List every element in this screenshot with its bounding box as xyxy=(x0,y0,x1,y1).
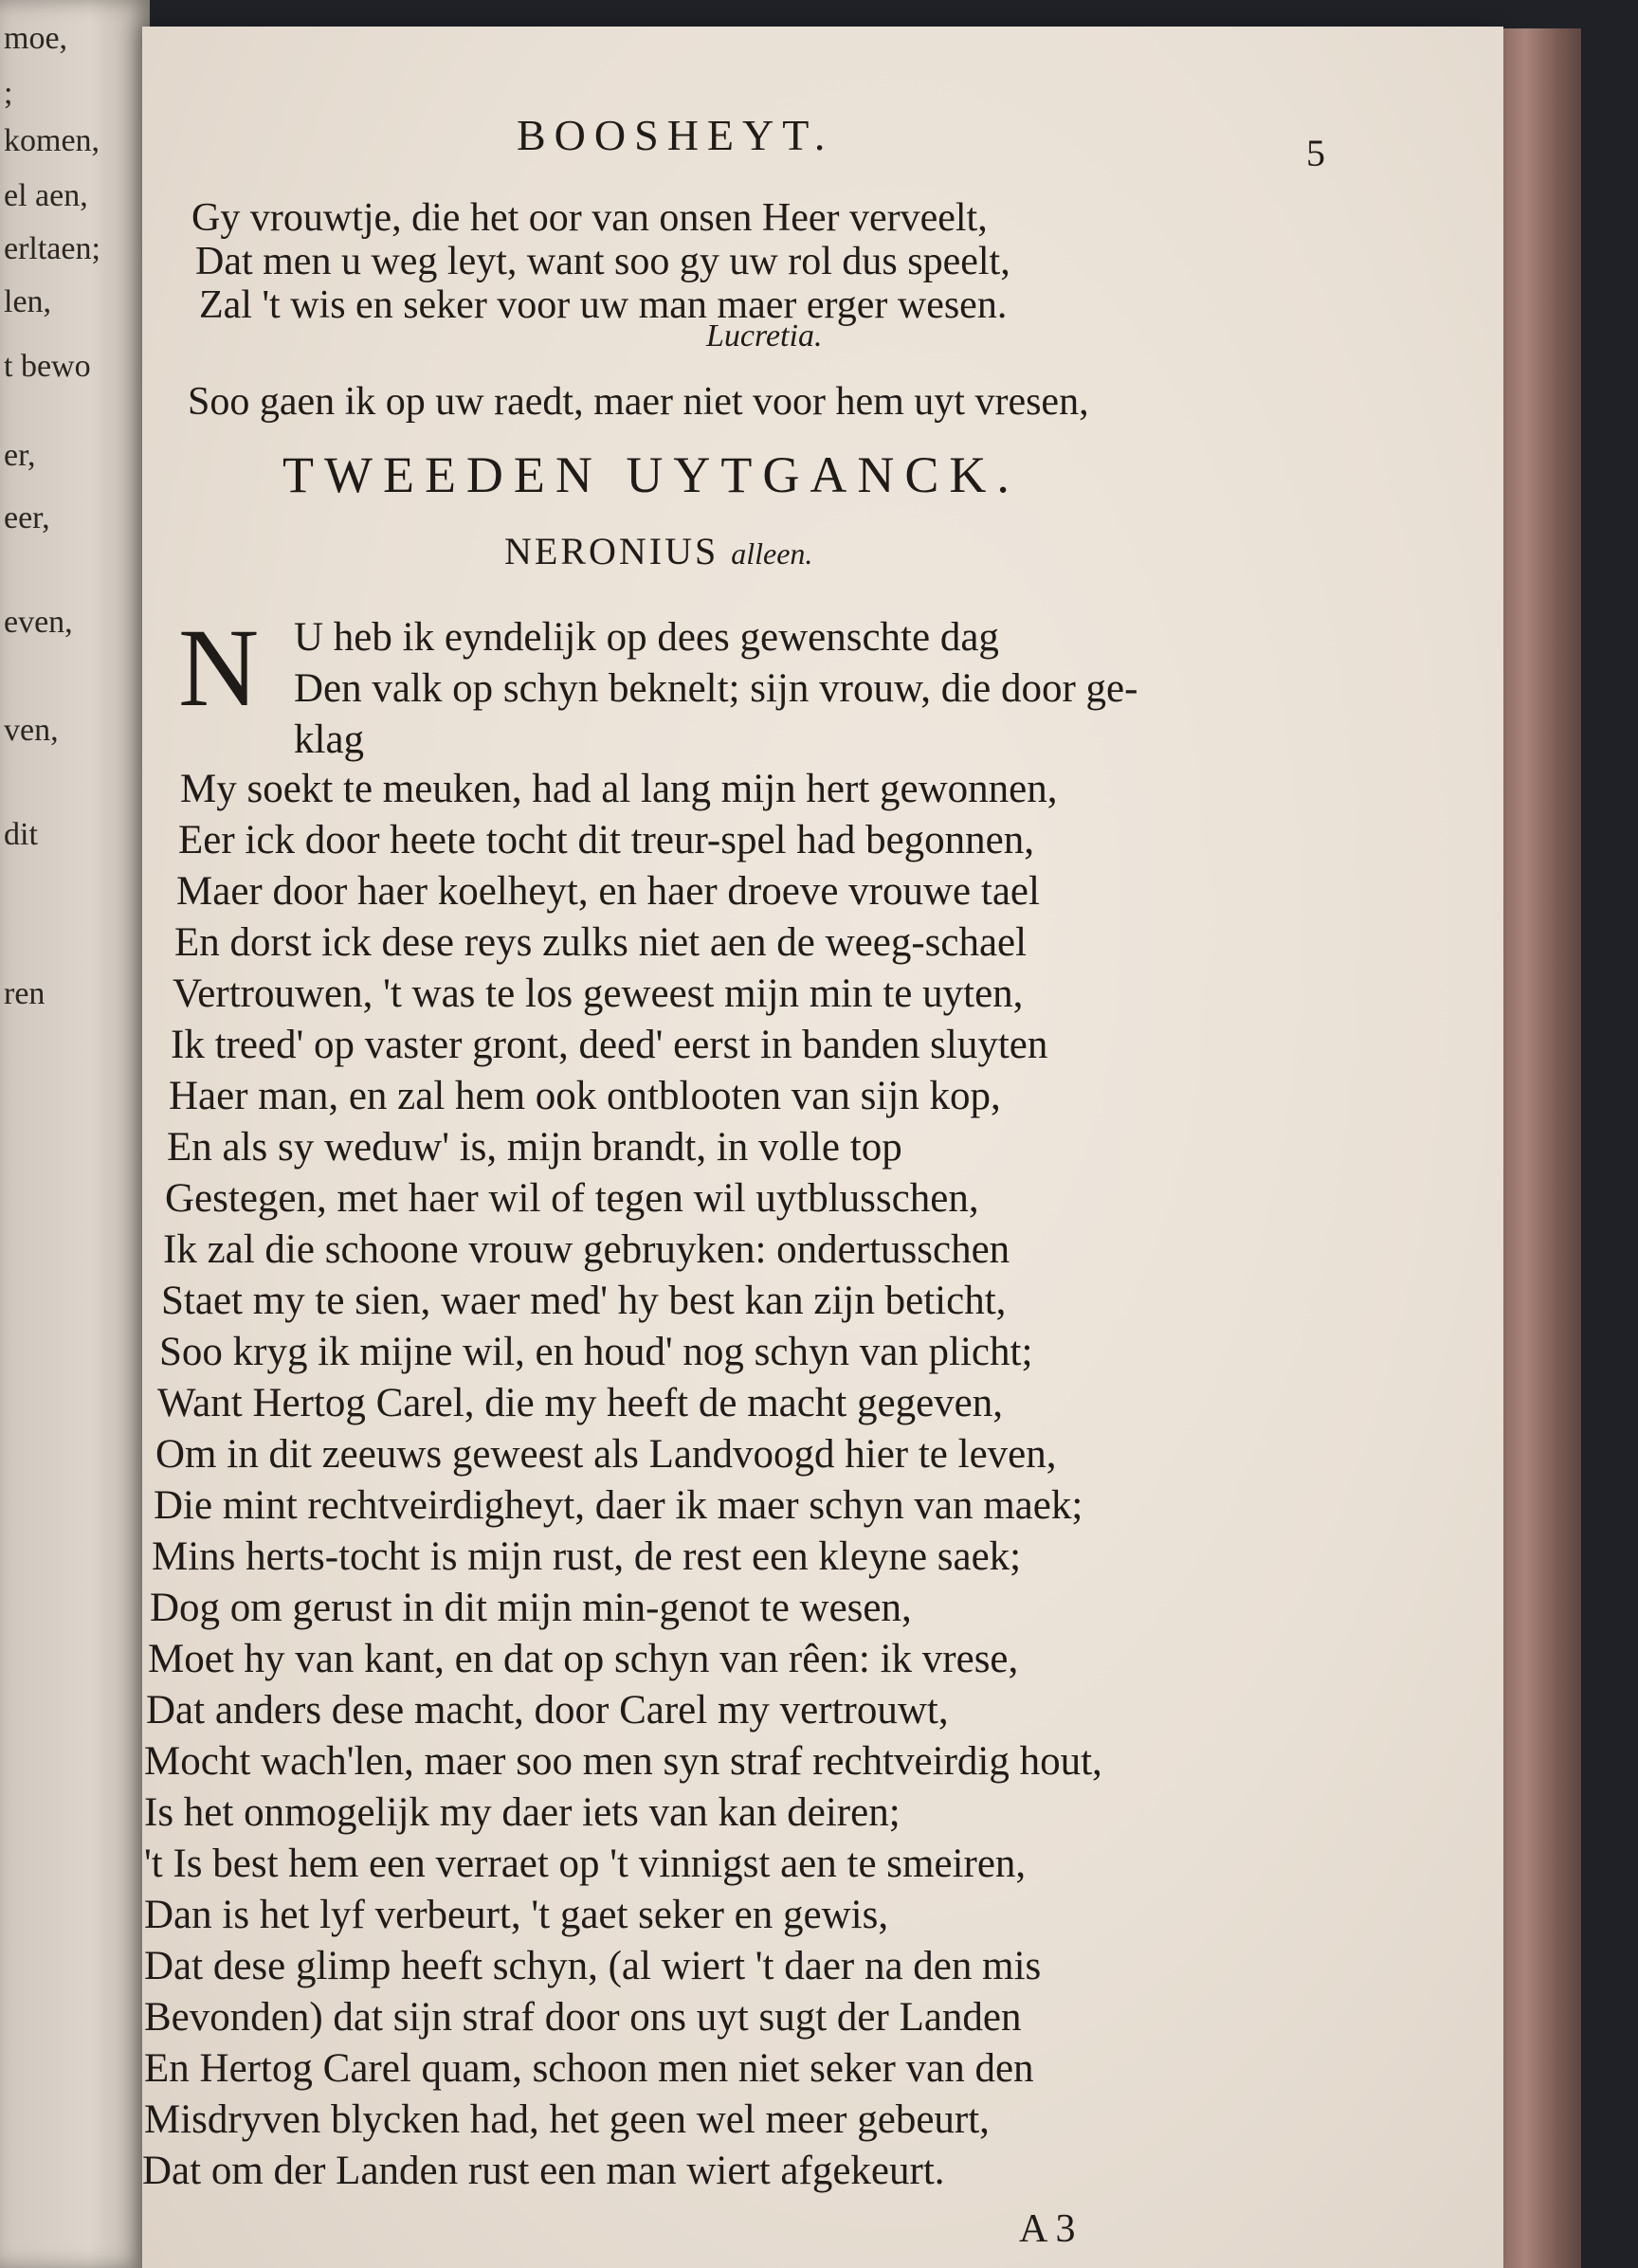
verse-line: Soo gaen ik op uw raedt, maer niet voor hem uyt vresen, xyxy=(188,380,1089,424)
verse-line: Bevonden) dat sijn straf door ons uyt sugt der Landen xyxy=(144,1995,1022,2040)
fragment-text: len, xyxy=(4,284,52,319)
verse-line: Misdryven blycken had, het geen wel meer gebeurt, xyxy=(144,2097,990,2142)
fragment-text: moe, xyxy=(4,21,68,56)
verse-line: Soo kryg ik mijne wil, en houd' nog schyn van plicht; xyxy=(159,1330,1033,1374)
verse-line: Want Hertog Carel, die my heeft de macht gegeven, xyxy=(157,1381,1004,1425)
verse-line: Dat anders dese macht, door Carel my vertrouwt, xyxy=(146,1688,949,1733)
verse-line: Dat om der Landen rust een man wiert afgekeurt. xyxy=(142,2149,945,2193)
page-number: 5 xyxy=(1306,132,1325,174)
facing-page-fragment xyxy=(0,0,150,2268)
verse-line: Mocht wach'len, maer soo men syn straf rechtveirdig hout, xyxy=(144,1739,1102,1784)
verse-line: Zal 't wis en seker voor uw man maer erger wesen. xyxy=(199,283,1008,327)
stage-direction: alleen. xyxy=(731,536,813,571)
verse-line: En Hertog Carel quam, schoon men niet seker van den xyxy=(144,2046,1034,2091)
verse-line: Moet hy van kant, en dat op schyn van rêen: ik vrese, xyxy=(148,1637,1019,1681)
fragment-text: even, xyxy=(4,605,73,640)
verse-line: Dat dese glimp heeft schyn, (al wiert 't daer na den mis xyxy=(144,1944,1042,1988)
verse-line: Gestegen, met haer wil of tegen wil uytblusschen, xyxy=(165,1176,979,1221)
scene-speaker xyxy=(504,529,812,573)
verse-line: En dorst ick dese reys zulks niet aen de weeg-schael xyxy=(174,920,1028,965)
verse-line: Vertrouwen, 't was te los geweest mijn min te uyten, xyxy=(173,971,1024,1016)
verse-line: Mins herts-tocht is mijn rust, de rest een kleyne saek; xyxy=(152,1534,1022,1579)
verse-line: Die mint rechtveirdigheyt, daer ik maer schyn van maek; xyxy=(154,1483,1083,1528)
verse-line: Is het onmogelijk my daer iets van kan deiren; xyxy=(144,1790,901,1835)
fragment-text: er, xyxy=(4,438,36,473)
drop-cap: N xyxy=(178,606,260,730)
verse-line: Gy vrouwtje, die het oor van onsen Heer verveelt, xyxy=(191,196,988,240)
verse-line: Dan is het lyf verbeurt, 't gaet seker en gewis, xyxy=(144,1893,889,1937)
fragment-text: ; xyxy=(4,76,13,111)
fragment-text: dit xyxy=(4,817,38,852)
speaker-name: NERONIUS xyxy=(504,530,719,572)
fragment-text: t bewo xyxy=(4,349,91,384)
verse-line: Om in dit zeeuws geweest als Landvoogd hier te leven, xyxy=(155,1432,1057,1477)
book-page xyxy=(142,27,1503,2268)
book-fore-edge xyxy=(1496,28,1581,2268)
verse-line: U heb ik eyndelijk op dees gewenschte dag xyxy=(294,615,999,660)
verse-line: Haer man, en zal hem ook ontblooten van sijn kop, xyxy=(169,1074,1001,1118)
fragment-text: ven, xyxy=(4,713,59,748)
verse-line: Den valk op schyn beknelt; sijn vrouw, die door ge- xyxy=(294,666,1138,711)
signature-mark: A 3 xyxy=(1019,2207,1076,2251)
verse-line: Ik treed' op vaster gront, deed' eerst in banden sluyten xyxy=(171,1023,1048,1067)
verse-line: Staet my te sien, waer med' hy best kan zijn beticht, xyxy=(161,1279,1007,1323)
running-head: BOOSHEYT. xyxy=(517,111,834,159)
verse-line: Dog om gerust in dit mijn min-genot te wesen, xyxy=(150,1586,912,1630)
verse-line: 't Is best hem een verraet op 't vinnigst aen te smeiren, xyxy=(144,1842,1027,1886)
fragment-text: komen, xyxy=(4,123,100,158)
fragment-text: eer, xyxy=(4,500,50,535)
verse-line: My soekt te meuken, had al lang mijn hert gewonnen, xyxy=(180,767,1058,811)
verse-line: klag xyxy=(294,717,365,762)
verse-line: Maer door haer koelheyt, en haer droeve vrouwe tael xyxy=(176,869,1040,914)
speaker-name: Lucretia. xyxy=(706,318,823,354)
verse-line: Dat men u weg leyt, want soo gy uw rol dus speelt, xyxy=(195,240,1010,283)
fragment-text: el aen, xyxy=(4,178,88,213)
scene-heading: TWEEDEN UYTGANCK. xyxy=(282,446,1020,503)
verse-line: Ik zal die schoone vrouw gebruyken: ondertusschen xyxy=(163,1227,1010,1272)
fragment-text: erltaen; xyxy=(4,231,100,266)
verse-line: Eer ick door heete tocht dit treur-spel had begonnen, xyxy=(178,818,1034,862)
verse-line: En als sy weduw' is, mijn brandt, in volle top xyxy=(167,1125,902,1170)
fragment-text: ren xyxy=(4,976,46,1011)
